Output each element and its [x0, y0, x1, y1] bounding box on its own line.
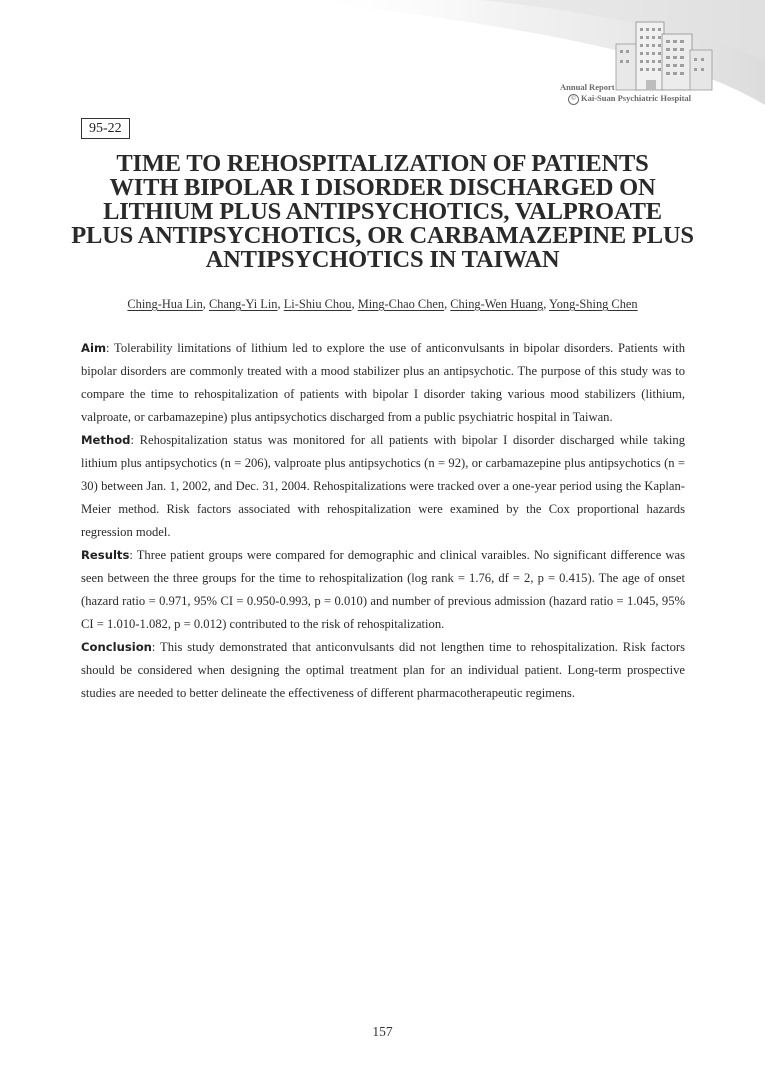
page-number: 157: [372, 1024, 393, 1039]
annual-report-label: [560, 82, 691, 105]
hospital-building-icon: [606, 14, 716, 92]
author-name: Ching-Wen Huang: [450, 297, 544, 311]
author-separator: ,: [543, 297, 549, 311]
author-separator: ,: [277, 297, 284, 311]
hospital-name: Kai-Suan Psychiatric Hospital: [581, 93, 692, 103]
results-section: [81, 544, 685, 636]
author-separator: ,: [202, 297, 209, 311]
method-label: Method: [81, 433, 131, 447]
results-text: : Three patient groups were compared for demographic and clinical varaibles. No significant difference was seen between the three groups for the time to rehospitalization (log rank = 1.76, df = 2, p = 0.415). The age of onset (hazard ratio = 0.971, 95% CI = 0.950-0.993, p = 0.010) and number of previous admission (hazard ratio = 1.045, 95% CI = 1.010-1.082, p = 0.012) contributed to the risk of rehospitalization.: [81, 548, 685, 631]
method-text: : Rehospitalization status was monitored for all patients with bipolar I disorder discharged while taking lithium plus antipsychotics (n = 206), valproate plus antipsychotics (n = 92), or carbamazepine plus antipsychotics (n = 30) between Jan. 1, 2002, and Dec. 31, 2004. Rehospitalizations were tracked over a one-year period using the Kaplan-Meier method. Risk factors associated with rehospitalization were examined by the Cox proportional hazards regression model.: [81, 433, 685, 539]
paper-code-box: 95-22: [81, 118, 130, 139]
title-line: ANTIPSYCHOTICS IN TAIWAN: [205, 246, 560, 273]
copyright-icon: ©: [568, 94, 579, 105]
author-name: Yong-Shing Chen: [549, 297, 638, 311]
aim-text: : Tolerability limitations of lithium led to explore the use of anticonvulsants in bipolar disorders. Patients with bipolar disorders are commonly treated with a mood stabilizer plus an antipsychotic. The purpose of this study was to compare the time to rehospitalization of patients with bipolar I disorder taking various mood stabilizers (lithium, valproate, or carbamazepine) plus antipsychotics discharged from a public psychiatric hospital in Taiwan.: [81, 341, 685, 424]
author-name: Chang-Yi Lin: [208, 297, 278, 311]
title-line: WITH BIPOLAR I DISORDER DISCHARGED ON: [109, 174, 656, 201]
author-separator: ,: [351, 297, 358, 311]
report-title: Annual Report: [560, 82, 615, 92]
author-list: [60, 296, 705, 312]
aim-label: Aim: [81, 341, 107, 355]
abstract-body: [81, 337, 685, 705]
hospital-name-line: [560, 93, 691, 105]
title-line: PLUS ANTIPSYCHOTICS, OR CARBAMAZEPINE PLUS: [71, 222, 694, 249]
conclusion-section: [81, 636, 685, 705]
method-section: [81, 429, 685, 544]
author-name: Ming-Chao Chen: [357, 297, 445, 311]
author-separator: ,: [444, 297, 451, 311]
paper-title: [60, 152, 705, 272]
title-line: TIME TO REHOSPITALIZATION OF PATIENTS: [116, 150, 649, 177]
results-label: Results: [81, 548, 130, 562]
conclusion-text: : This study demonstrated that anticonvulsants did not lengthen time to rehospitalization. Risk factors should be considered when designing the optimal treatment plan for an individual patient. Long-term prospective studies are needed to better delineate the effectiveness of different pharmacotherapeutic regimens.: [81, 640, 685, 700]
conclusion-label: Conclusion: [81, 640, 152, 654]
aim-section: [81, 337, 685, 429]
author-name: Li-Shiu Chou: [283, 297, 352, 311]
title-line: LITHIUM PLUS ANTIPSYCHOTICS, VALPROATE: [103, 198, 662, 225]
author-name: Ching-Hua Lin: [127, 297, 203, 311]
